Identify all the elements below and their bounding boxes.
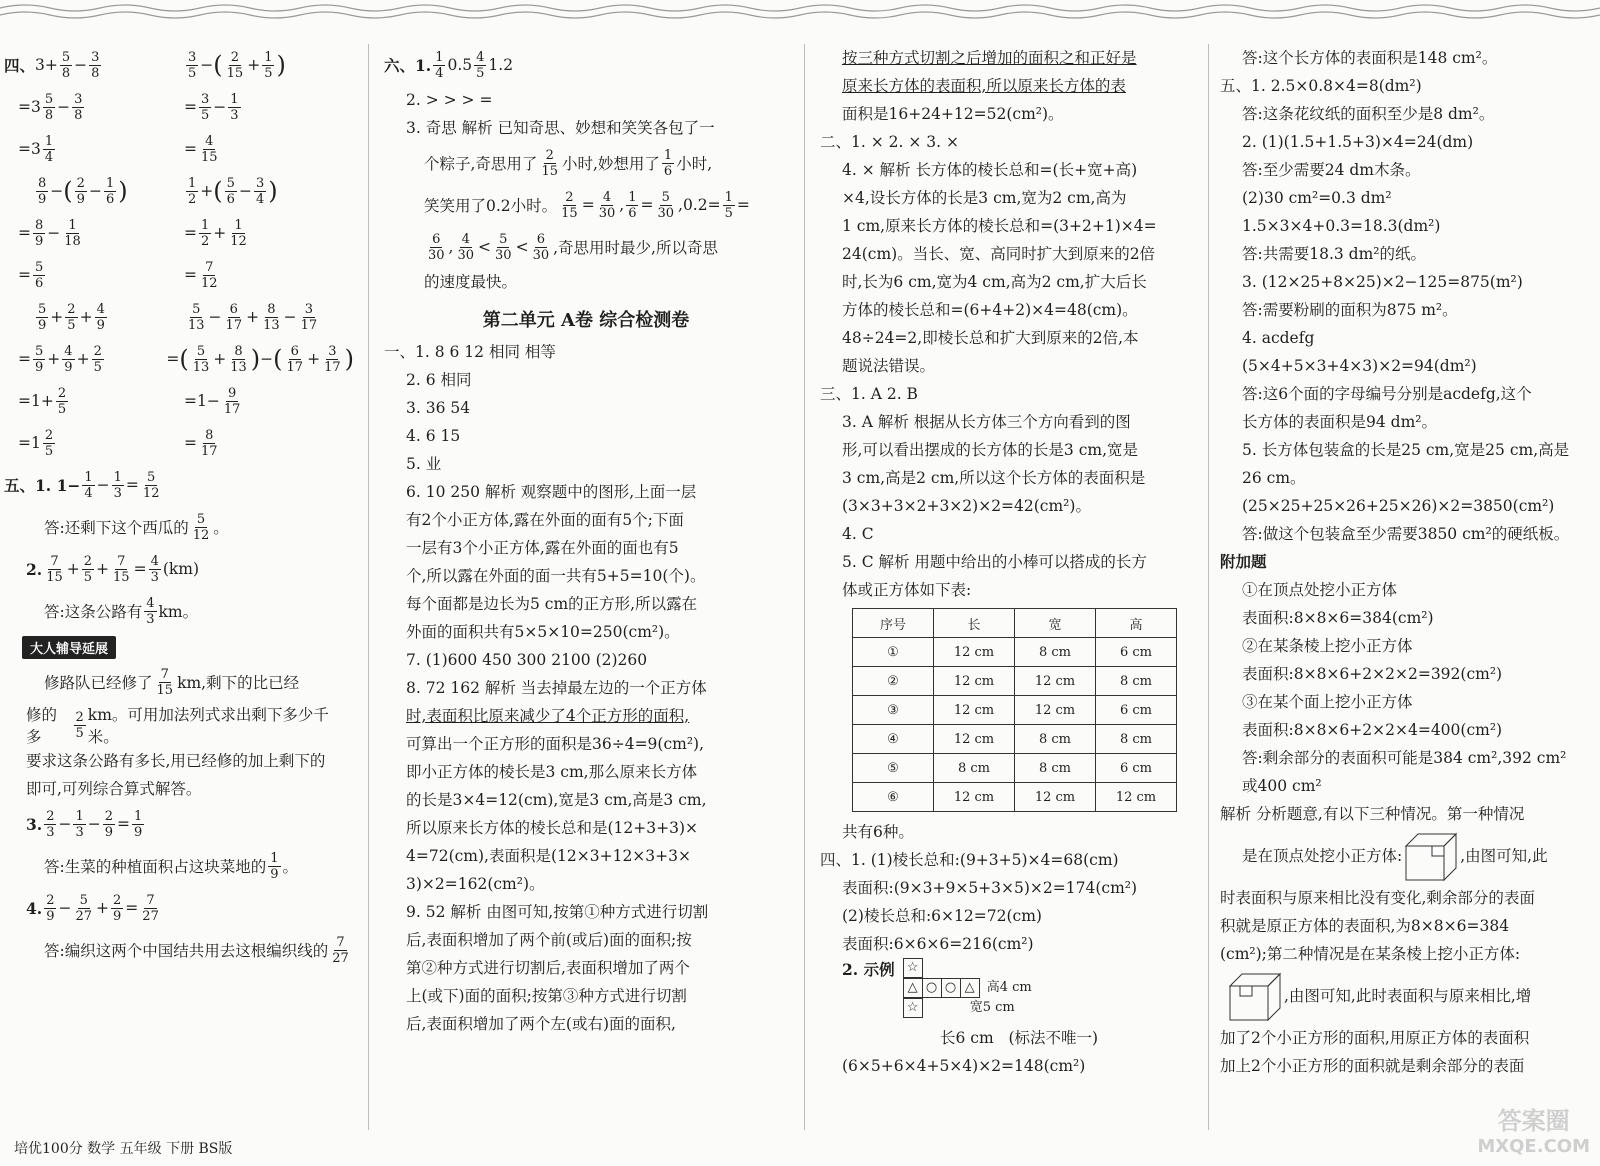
text-line: 加了2个小正方形的面积,用原正方体的表面积: [1220, 1029, 1530, 1047]
text-line: 共有6种。: [842, 823, 914, 841]
table-cell: ③: [853, 696, 934, 725]
net-width-label: 宽5 cm: [969, 1000, 1015, 1015]
answer-line: 3. $\frac{2}{3}$ − $\frac{1}{3}$ − $\frac{2}{9}$ = $\frac{1}{9}$: [26, 808, 143, 840]
table-cell: 12 cm: [1015, 667, 1096, 696]
math-row: =1 $\frac{2}{5}$ = $\frac{8}{17}$: [18, 427, 218, 459]
text-line: (5×4+5×3+4×3)×2=94(dm²): [1242, 357, 1477, 375]
column-4: [1220, 44, 1596, 1122]
table-cell: 12 cm: [934, 725, 1015, 754]
text-line: (2)30 cm²=0.3 dm²: [1242, 189, 1392, 207]
answer-line: 4. $\frac{2}{9}$ − $\frac{5}{27}$ + $\frac{2}{9}$ = $\frac{7}{27}$: [26, 892, 159, 924]
text-line: 长方体的表面积是94 dm²。: [1242, 413, 1437, 431]
math-row: =3 $\frac{5}{8}$ − $\frac{3}{8}$ = $\frac{3}{5}$ − $\frac{1}{3}$: [18, 91, 239, 123]
answer-line: 六、1. $\frac{1}{4}$ 0.5 $\frac{4}{5}$ 1.2: [384, 49, 514, 81]
text-line: 即小正方体的棱长是3 cm,那么原来长方体: [406, 763, 698, 781]
text-line: 3 cm,高是2 cm,所以这个长方体的表面积是: [842, 469, 1146, 487]
text-line: 时,长为6 cm,宽为4 cm,高为2 cm,扩大后长: [842, 273, 1147, 291]
text-line: 的长是3×4=12(cm),宽是3 cm,高是3 cm,: [406, 791, 707, 809]
column-3: [820, 44, 1198, 1122]
answer-line: 4. acdefg: [1242, 329, 1315, 347]
text-line: 有2个小正方体,露在外面的面有5个;下面: [406, 511, 684, 529]
answer-line: 4. C: [842, 525, 874, 543]
text-line: 1.5×3×4+0.3=18.3(dm²): [1242, 217, 1441, 235]
column-1: [4, 44, 354, 1122]
text-line: (cm²);第二种情况是在某条棱上挖小正方体:: [1220, 945, 1521, 963]
text-line: 答:这6个面的字母编号分别是acdefg,这个: [1242, 385, 1532, 403]
answer-line: 5. 业: [406, 455, 442, 473]
text-line: 加上2个小正方形的面积就是剩余部分的表面: [1220, 1057, 1525, 1075]
fraction: $\frac{3}{5}$: [188, 49, 197, 81]
top-wave-border: [0, 0, 1600, 26]
text-line: 笑笑用了0.2小时。 $\frac{2}{15}$ = $\frac{4}{30}$ , $\frac{1}{6}$ = $\frac{5}{30}$ ,0.2= $\frac{1}{5}$ =: [424, 189, 750, 221]
answer-line: 答:生菜的种植面积占这块菜地的 $\frac{1}{9}$ 。: [44, 850, 299, 882]
answer-line: 三、1. A 2. B: [820, 385, 918, 403]
column-2: [384, 44, 788, 1122]
guidance-badge: 大人辅导延展: [22, 636, 116, 659]
text-line: ×4,设长方体的长是3 cm,宽为2 cm,高为: [842, 189, 1127, 207]
text-line: (6×5+6×4+5×4)×2=148(cm²): [842, 1057, 1086, 1075]
table-header: 序号: [853, 609, 934, 638]
table-cell: 8 cm: [1015, 638, 1096, 667]
section-title: 第二单元 A卷 综合检测卷: [482, 310, 690, 331]
table-row: [853, 783, 1177, 812]
table-cell: 12 cm: [1096, 783, 1177, 812]
text-line: 表面积:8×8×6+2×2×4=400(cm²): [1242, 721, 1503, 739]
answer-line: 5. 长方体包装盒的长是25 cm,宽是25 cm,高是: [1242, 441, 1570, 459]
math-row: = $\frac{5}{6}$ = $\frac{7}{12}$: [18, 259, 218, 291]
answer-line: 答:还剩下这个西瓜的 $\frac{5}{12}$ 。: [44, 511, 229, 543]
text-line: 修路队已经修了 $\frac{7}{15}$ km,剩下的比已经: [44, 666, 300, 698]
text-line: 表面积:8×8×6+2×2×2=392(cm²): [1242, 665, 1503, 683]
text-line: 方体的棱长总和=(6+4+2)×4=48(cm)。: [842, 301, 1138, 319]
text-line: 表面积:6×6×6=216(cm²): [842, 935, 1034, 953]
text-line: (3×3+3×2+3×2)×2=42(cm²)。: [842, 497, 1091, 515]
text-line: 第②种方式进行切割后,表面积增加了两个: [406, 959, 690, 977]
text-line: 原来长方体的表面积,所以原来长方体的表: [842, 77, 1126, 95]
table-cell: ②: [853, 667, 934, 696]
text-line: 每个面都是边长为5 cm的正方形,所以露在: [406, 595, 698, 613]
table-cell: 8 cm: [1015, 725, 1096, 754]
answer-line: 一、1. 8 6 12 相同 相等: [384, 343, 556, 361]
text-line: 上(或下)面的面积;按第③种方式进行切割: [406, 987, 687, 1005]
table-cell: ⑤: [853, 754, 934, 783]
text-line: 后,表面积增加了两个左(或右)面的面积,: [406, 1015, 676, 1033]
math-row: = $\frac{5}{9}$ + $\frac{4}{9}$ + $\frac{2}{5}$ = ( $\frac{5}{13}$ + $\frac{8}{13}$ ) − ( $\frac{6}{17}$ + $\frac{3}{17}$ ): [18, 343, 354, 375]
text-line: 解析 分析题意,有以下三种情况。第一种情况: [1220, 805, 1525, 823]
text-line: 面积是16+24+12=52(cm²)。: [842, 105, 1064, 123]
text-line: 答:做这个包装盒至少需要3850 cm²的硬纸板。: [1242, 525, 1570, 543]
answer-line: 4. 6 15: [406, 427, 461, 445]
cuboid-table: [852, 608, 1177, 812]
fraction: $\frac{5}{8}$: [61, 49, 71, 81]
text-line: 4=72(cm),表面积是(12×3+12×3+3×: [406, 847, 691, 865]
answer-line: 6. 10 250 解析 观察题中的图形,上面一层: [406, 483, 697, 501]
answer-line: 2. 6 相同: [406, 371, 472, 389]
fraction: $\frac{1}{5}$: [264, 49, 273, 81]
text-line: 修的多 $\frac{2}{5}$ km。可用加法列式求出剩下多少千米。: [26, 706, 329, 746]
text-line: 1 cm,原来长方体的棱长总和=(3+2+1)×4=: [842, 217, 1157, 235]
watermark-logo: 答案圈 MXQE.COM: [1477, 1107, 1590, 1157]
text-line: 外面的面积共有5×5×10=250(cm²)。: [406, 623, 680, 641]
table-cell: 12 cm: [934, 638, 1015, 667]
answer-line: 3. 奇思 解析 已知奇思、妙想和笑笑各包了一: [406, 119, 715, 137]
net-cell-star: ☆: [903, 998, 923, 1018]
net-cell: ○: [922, 978, 942, 998]
text-line: 即可,可列综合算式解答。: [26, 780, 202, 798]
answer-line: 五、1. 1− $\frac{1}{4}$ − $\frac{1}{3}$ = $\frac{5}{12}$: [4, 469, 160, 501]
net-note: (标法不唯一): [1008, 1029, 1099, 1047]
text-line: 按三种方式切割之后增加的面积之和正好是: [842, 49, 1137, 67]
text-line: 24(cm)。当长、宽、高同时扩大到原来的2倍: [842, 245, 1156, 263]
answer-line: 5. C 解析 用题中给出的小棒可以搭成的长方: [842, 553, 1147, 571]
table-row: [853, 667, 1177, 696]
math-row: $\frac{8}{9}$ − ( $\frac{2}{9}$ − $\frac{1}{6}$ ) $\frac{1}{2}$ + ( $\frac{5}{6}$ − $\frac{3}{4}$ ): [38, 175, 278, 207]
text-line: 答:至少需要24 dm木条。: [1242, 161, 1421, 179]
net-height-label: 高4 cm: [986, 980, 1032, 995]
table-row: [853, 696, 1177, 725]
answer-line: 2. (1)(1.5+1.5+3)×4=24(dm): [1242, 133, 1474, 151]
text-line: 要求这条公路有多长,用已经修的加上剩下的: [26, 752, 326, 770]
text-line: 26 cm。: [1242, 469, 1306, 487]
answer-line: 四、1. (1)棱长总和:(9+3+5)×4=68(cm): [820, 851, 1119, 869]
net-diagram-row: [820, 958, 1198, 1024]
text-line: 题说法错误。: [842, 357, 936, 375]
text-line: 答:这条花纹纸的面积至少是8 dm²。: [1242, 105, 1495, 123]
text-line: ②在某条棱上挖小正方体: [1242, 637, 1413, 655]
table-cell: 12 cm: [934, 783, 1015, 812]
answer-line: 3. (12×25+8×25)×2−125=875(m²): [1242, 273, 1523, 291]
text-line: ③在某个面上挖小正方体: [1242, 693, 1413, 711]
table-header-row: [853, 609, 1177, 638]
answer-line: 2. > > > =: [406, 91, 493, 109]
text-line: $\frac{6}{30}$ , $\frac{4}{30}$ < $\frac{5}{30}$ < $\frac{6}{30}$ ,奇思用时最少,所以奇思: [428, 231, 718, 263]
net-length-label: 长6 cm: [940, 1029, 994, 1047]
table-cell: 6 cm: [1096, 696, 1177, 725]
text-line: 答:这个长方体的表面积是148 cm²。: [1242, 49, 1498, 67]
text-line: 个粽子,奇思用了 $\frac{2}{15}$ 小时,妙想用了 $\frac{1}{6}$ 小时,: [424, 147, 713, 179]
text-line: 可算出一个正方形的面积是36÷4=9(cm²),: [406, 735, 705, 753]
answer-line: 4. × 解析 长方体的棱长总和=(长+宽+高): [842, 161, 1138, 179]
text-line: ,由图可知,此时表面积与原来相比,增: [1220, 968, 1596, 1024]
table-header: 长: [934, 609, 1015, 638]
net-cell: ○: [941, 978, 961, 998]
text-line: 所以原来长方体的棱长总和是(12+3+3)×: [406, 819, 699, 837]
net-cell: △: [960, 978, 980, 998]
answer-line: 7. (1)600 450 300 2100 (2)260: [406, 651, 648, 669]
section-label: 四、: [4, 56, 36, 75]
text-line: 或400 cm²: [1242, 777, 1322, 795]
math-row: =3 $\frac{1}{4}$ = $\frac{4}{15}$: [18, 133, 218, 165]
math-row: =1+ $\frac{2}{5}$ =1− $\frac{9}{17}$: [18, 385, 241, 417]
section-label: 附加题: [1220, 552, 1267, 571]
text-line: 3)×2=162(cm²)。: [406, 875, 545, 893]
text-line: 答:需要粉刷的面积为875 m²。: [1242, 301, 1458, 319]
table-cell: 12 cm: [934, 696, 1015, 725]
table-cell: 12 cm: [1015, 696, 1096, 725]
text-line: 表面积:(9×3+9×5+3×5)×2=174(cm²): [842, 879, 1138, 897]
page-footer: 培优100分 数学 五年级 下册 BS版: [14, 1141, 233, 1157]
text-line: 积就是原正方体的表面积,为8×8×6=384: [1220, 917, 1510, 935]
table-cell: 8 cm: [1015, 754, 1096, 783]
answer-line: 3. A 解析 根据从长方体三个方向看到的图: [842, 413, 1131, 431]
answer-line: 2. $\frac{7}{15}$ + $\frac{2}{5}$ + $\frac{7}{15}$ = $\frac{4}{3}$ (km): [26, 553, 200, 585]
table-cell: ⑥: [853, 783, 934, 812]
math-row: 四、 3+ $\frac{5}{8}$ − $\frac{3}{8}$ $\frac{3}{5}$ − ( $\frac{2}{15}$ + $\frac{1}{5}$ ): [4, 49, 286, 81]
corner-cube-icon: [1402, 830, 1460, 882]
answer-line: 9. 52 解析 由图可知,按第①种方式进行切割: [406, 903, 709, 921]
text-line: 答:剩余部分的表面积可能是384 cm²,392 cm²: [1242, 749, 1567, 767]
text-line: 个,所以露在外面的面一共有5+5=10(个)。: [406, 567, 706, 585]
text-line: 表面积:8×8×6=384(cm²): [1242, 609, 1434, 627]
text-line: (2)棱长总和:6×12=72(cm): [842, 907, 1042, 925]
table-cell: ①: [853, 638, 934, 667]
column-divider: [1208, 44, 1209, 1130]
answer-line: 3. 36 54: [406, 399, 471, 417]
table-cell: ④: [853, 725, 934, 754]
table-cell: 8 cm: [1096, 667, 1177, 696]
column-divider: [804, 44, 805, 1130]
table-row: [853, 725, 1177, 754]
text-line: 时表面积与原来相比没有变化,剩余部分的表面: [1220, 889, 1535, 907]
text-line: ①在顶点处挖小正方体: [1242, 581, 1398, 599]
net-cell: △: [903, 978, 923, 998]
table-header: 高: [1096, 609, 1177, 638]
table-cell: 6 cm: [1096, 638, 1177, 667]
text-line: 体或正方体如下表:: [842, 581, 972, 599]
text-line: 后,表面积增加了两个前(或后)面的面积;按: [406, 931, 692, 949]
text-line: 48÷24=2,即棱长总和扩大到原来的2倍,本: [842, 329, 1139, 347]
table-cell: 8 cm: [1096, 725, 1177, 754]
table-row: [853, 754, 1177, 783]
math-row: = $\frac{8}{9}$ − $\frac{1}{18}$ = $\frac{1}{2}$ + $\frac{1}{12}$: [18, 217, 247, 249]
table-cell: 8 cm: [934, 754, 1015, 783]
net-cell-star: ☆: [903, 958, 923, 978]
text-line: 答:共需要18.3 dm²的纸。: [1242, 245, 1426, 263]
fraction: $\frac{2}{15}$: [226, 49, 244, 81]
table-cell: 6 cm: [1096, 754, 1177, 783]
text-line: 时,表面积比原来减少了4个正方形的面积,: [406, 707, 690, 725]
table-row: [853, 638, 1177, 667]
text-line: 是在顶点处挖小正方体: ,由图可知,此: [1220, 828, 1596, 884]
cuboid-net: [903, 958, 1032, 1018]
table-cell: 12 cm: [934, 667, 1015, 696]
answer-line: 8. 72 162 解析 当去掉最左边的一个正方体: [406, 679, 707, 697]
table-header: 宽: [1015, 609, 1096, 638]
column-divider: [368, 44, 369, 1130]
text-line: 形,可以看出摆成的长方体的长是3 cm,宽是: [842, 441, 1139, 459]
table-cell: 12 cm: [1015, 783, 1096, 812]
edge-cube-icon: [1226, 970, 1284, 1022]
example-label: 2. 示例: [842, 960, 895, 979]
answer-line: 二、1. × 2. × 3. ×: [820, 133, 959, 151]
fraction: $\frac{3}{8}$: [91, 49, 100, 81]
text-line: 的速度最快。: [424, 273, 518, 291]
text-line: 一层有3个小正方体,露在外面的面也有5: [406, 539, 679, 557]
answer-line: 五、1. 2.5×0.8×4=8(dm²): [1220, 77, 1422, 95]
net-length-row: [820, 1024, 1198, 1052]
text-line: (25×25+25×26+25×26)×2=3850(cm²): [1242, 497, 1555, 515]
answer-line: 答:这条公路有 $\frac{4}{3}$ km。: [44, 595, 199, 627]
answer-line: 答:编织这两个中国结共用去这根编织线的 $\frac{7}{27}$: [44, 934, 349, 966]
expr-text: 3+: [35, 56, 58, 74]
math-row: $\frac{5}{9}$ + $\frac{2}{5}$ + $\frac{4}{9}$ $\frac{5}{13}$ − $\frac{6}{17}$ + $\frac{8}{13}$ − $\frac{3}{17}$: [38, 301, 318, 333]
